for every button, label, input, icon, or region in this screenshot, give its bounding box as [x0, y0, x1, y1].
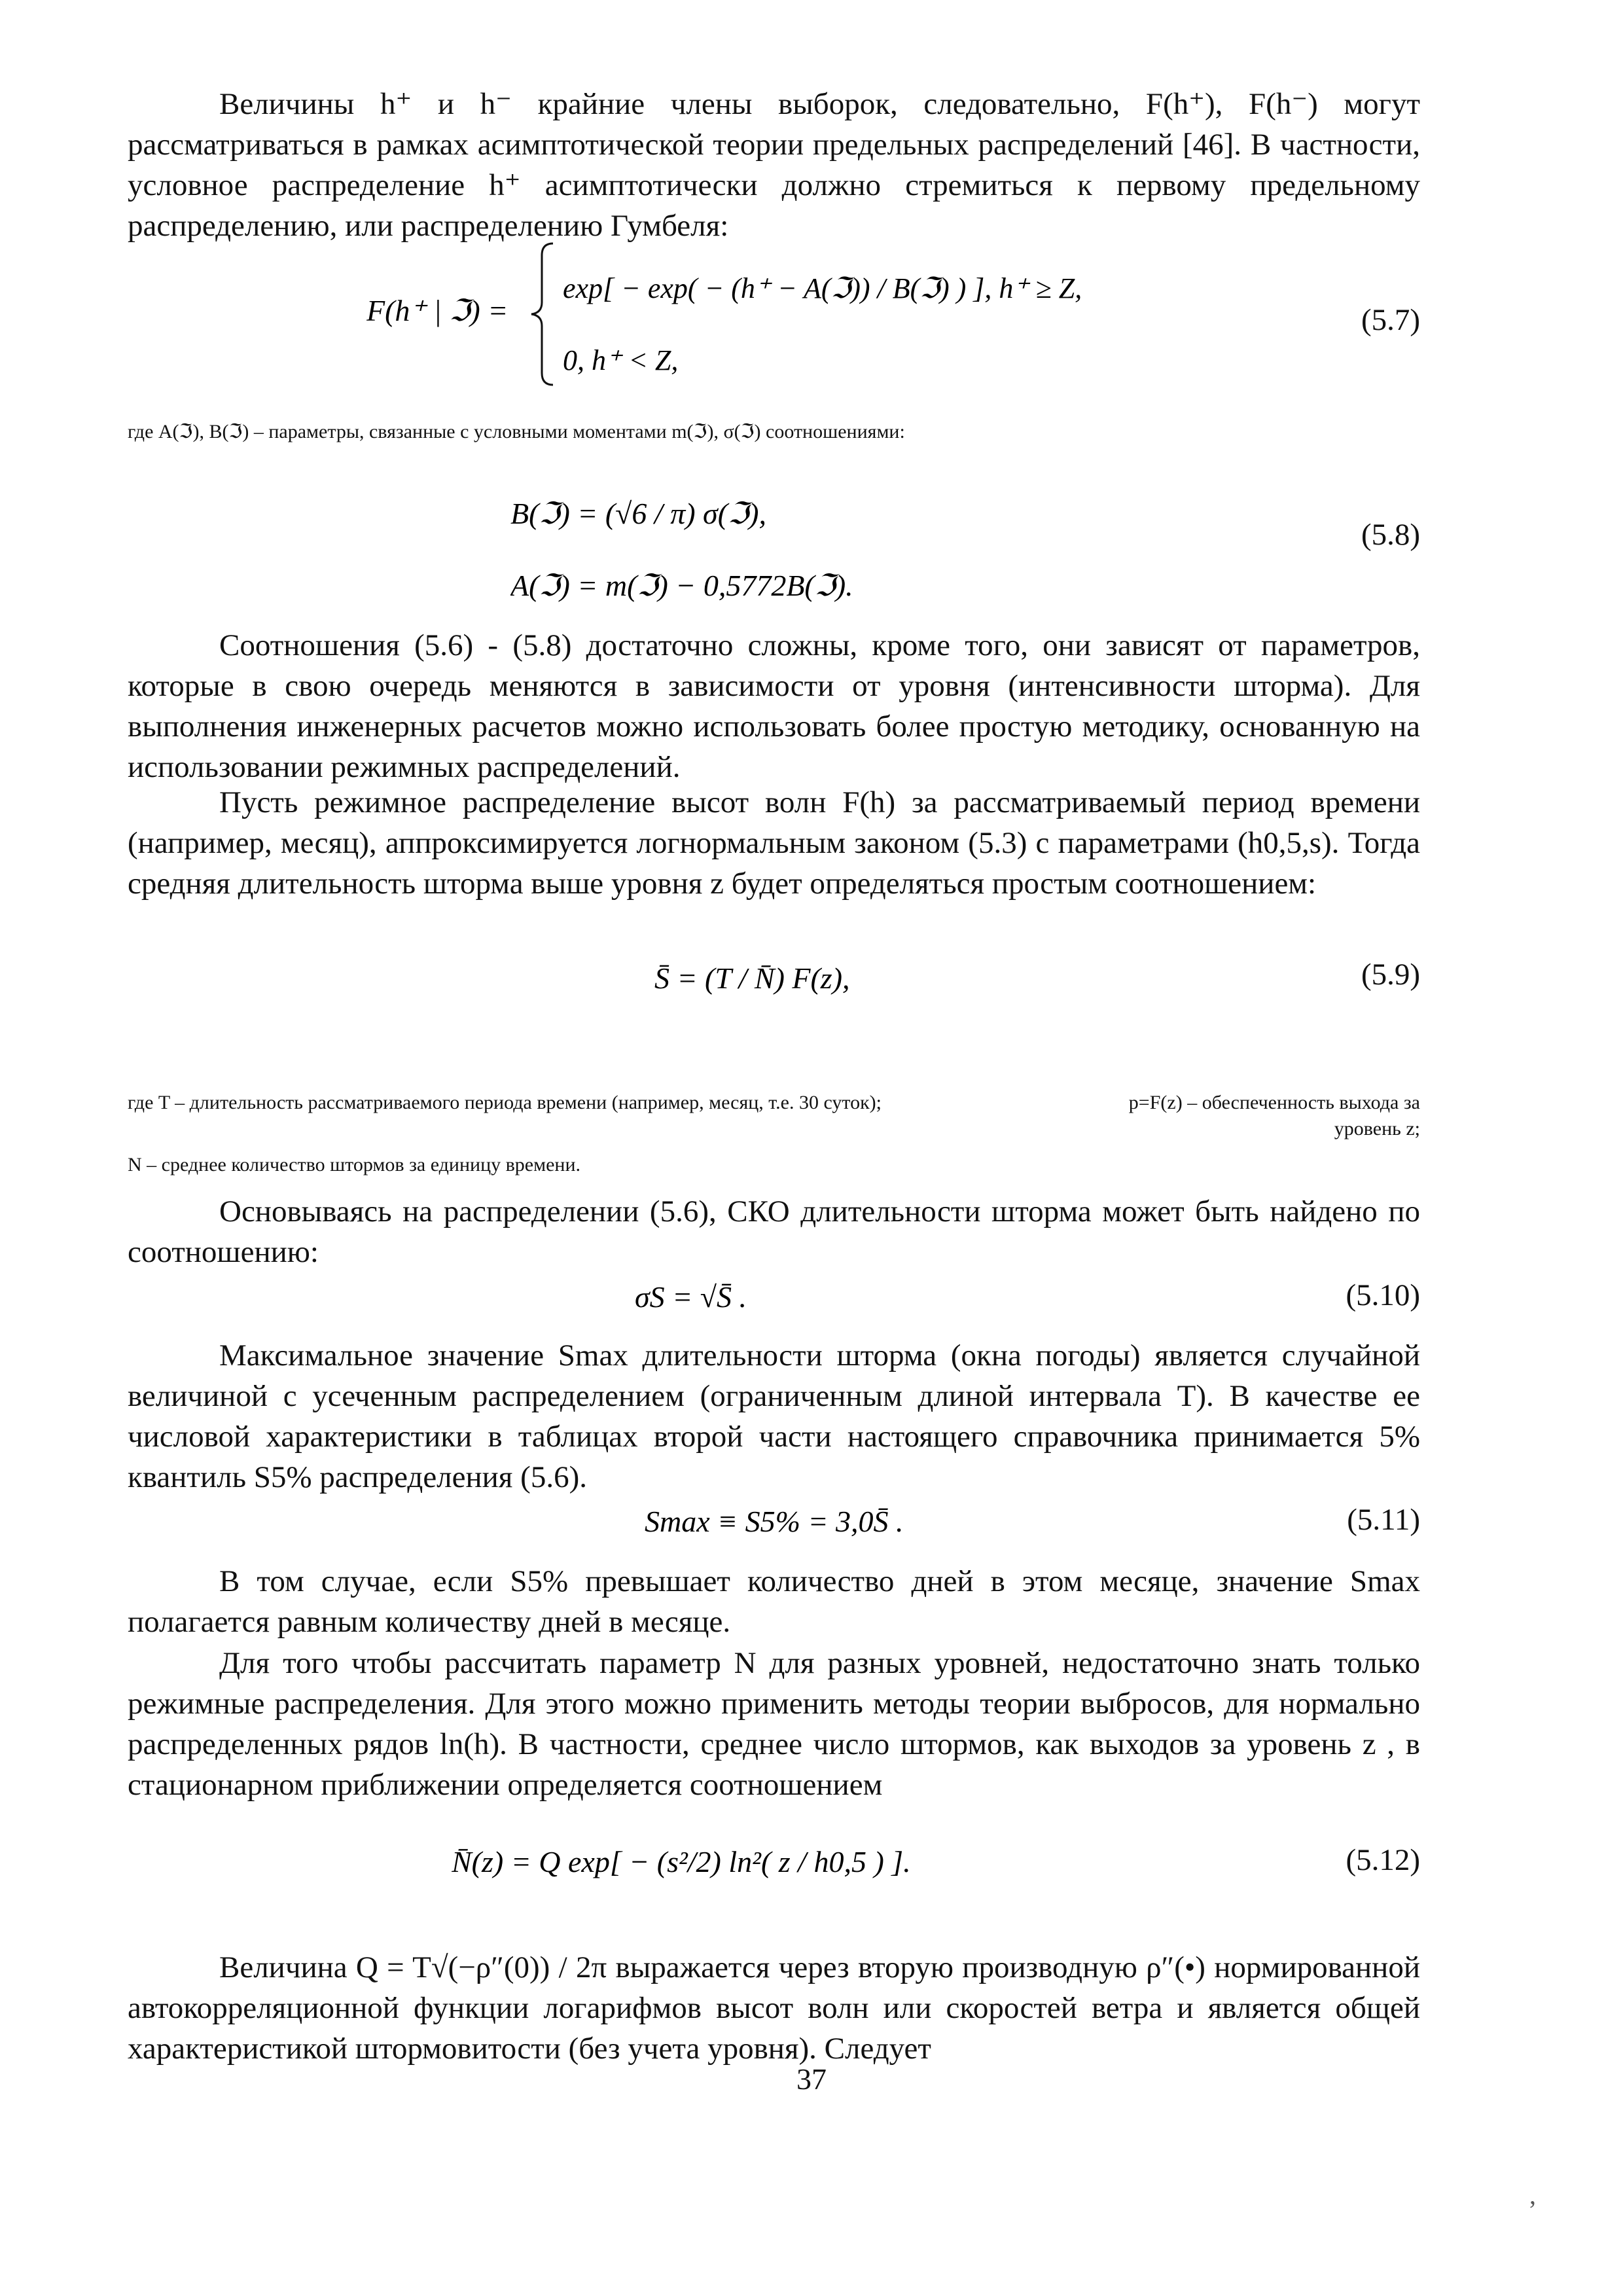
equation-5-9-graphic	[654, 942, 982, 1014]
equation-5-11	[645, 1494, 972, 1560]
paragraph-1: Величины h⁺ и h⁻ крайние члены выборок, следовательно, F(h⁺), F(h⁻) могут рассматриваться в рамках асимптотической теории предельных распределений [46]. В частности, условное распределение h⁺ асимптотически должно стремиться к первому предельному распределению, или распределению Гумбеля:	[128, 87, 1420, 243]
equation-number-5-7: (5.7)	[1361, 303, 1420, 337]
eq512-text: N̄(z) = Q exp[ − (s²/2) ln²( z / h0,5 ) ].	[452, 1845, 911, 1878]
equation-number-5-9: (5.9)	[1361, 958, 1420, 992]
paragraph-8: Величина Q = T√(−ρ″(0)) / 2π выражается через вторую производную ρ″(•) нормированной автокорреляционной функции логарифмов высот волн или скоростей ветра и является общей характеристикой штормовитости (без учета уровня). Следует	[128, 1950, 1420, 2066]
eq510-text: σS = √S̄ .	[635, 1280, 747, 1314]
eq57-case1: exp[ − exp( − (h⁺ − A(ℑ)) / B(ℑ) ) ], h⁺ ≥ Z,	[563, 272, 1082, 304]
equation-5-12-graphic	[452, 1813, 1041, 1911]
paragraph-4: Основываясь на распределении (5.6), СКО длительности шторма может быть найдено по соотношению:	[128, 1194, 1420, 1269]
paragraph-5: Максимальное значение Smax длительности шторма (окна погоды) является случайной величиной с усеченным распределением (ограниченным длиной интервала T). В качестве ее числовой характеристики в таблицах второй части настоящего справочника принимается 5% квантиль S5% распределения (5.6).	[128, 1338, 1420, 1494]
eq58-line2: A(ℑ) = m(ℑ) − 0,5772B(ℑ).	[510, 569, 853, 602]
eq58-line1: B(ℑ) = (√6 / π) σ(ℑ),	[510, 497, 766, 530]
equation-5-7-graphic	[366, 229, 1152, 399]
paragraph-2: Соотношения (5.6) - (5.8) достаточно сложны, кроме того, они зависят от параметров, которые в свою очередь меняются в зависимости от уровня (интенсивности шторма). Для выполнения инженерных расчетов можно использовать более простую методику, основанную на использовании режимных распределений.	[128, 628, 1420, 784]
equation-5-10-graphic	[635, 1266, 897, 1325]
note-parameters: где A(ℑ), B(ℑ) – параметры, связанные с условными моментами m(ℑ), σ(ℑ) соотношениями:	[128, 421, 905, 442]
eq511-text: Smax ≡ S5% = 3,0S̄ .	[645, 1505, 904, 1538]
note-storm-count: N – среднее количество штормов за единицу времени.	[128, 1154, 581, 1175]
equation-number-5-12: (5.12)	[1346, 1843, 1420, 1877]
paragraph-3: Пусть режимное распределение высот волн F(h) за рассматриваемый период времени (например, месяц), аппроксимируется логнормальным законом (5.3) с параметрами (h0,5,s). Тогда средняя длительность шторма выше уровня z будет определяться простым соотношением:	[128, 785, 1420, 901]
paragraph-6: В том случае, если S5% превышает количество дней в этом месяце, значение Smax полагается равным количеству дней в месяце.	[128, 1564, 1420, 1639]
equation-5-9	[654, 942, 982, 1022]
equation-5-10	[635, 1266, 897, 1333]
equation-number-5-10: (5.10)	[1346, 1278, 1420, 1312]
equation-number-5-8: (5.8)	[1361, 518, 1420, 552]
margin-mark: ‚	[1528, 2180, 1537, 2210]
eq59-text: S̄ = (T / N̄) F(z),	[654, 961, 850, 995]
note-probability: p=F(z) – обеспеченность выхода за уровень z;	[1128, 1092, 1420, 1139]
eq57-case2: 0, h⁺ < Z,	[563, 344, 679, 376]
eq57-lhs: F(h⁺ | ℑ) =	[366, 294, 508, 327]
equation-5-8	[510, 471, 969, 623]
equation-5-12	[452, 1813, 1041, 1919]
page-number: 37	[796, 2062, 827, 2096]
equation-number-5-11: (5.11)	[1347, 1503, 1420, 1537]
equation-5-11-graphic	[645, 1494, 972, 1552]
note-period: где T – длительность рассматриваемого периода времени (например, месяц, т.е. 30 суток);	[128, 1092, 882, 1113]
equation-5-8-graphic	[510, 471, 969, 615]
paragraph-7: Для того чтобы рассчитать параметр N для разных уровней, недостаточно знать только режимные распределения. Для этого можно применить методы теории выбросов, для нормально распределенных рядов ln(h). В частности, среднее число штормов, как выходов за уровень z , в стационарном приближении определяется соотношением	[128, 1646, 1420, 1802]
equation-5-7	[366, 229, 1152, 407]
